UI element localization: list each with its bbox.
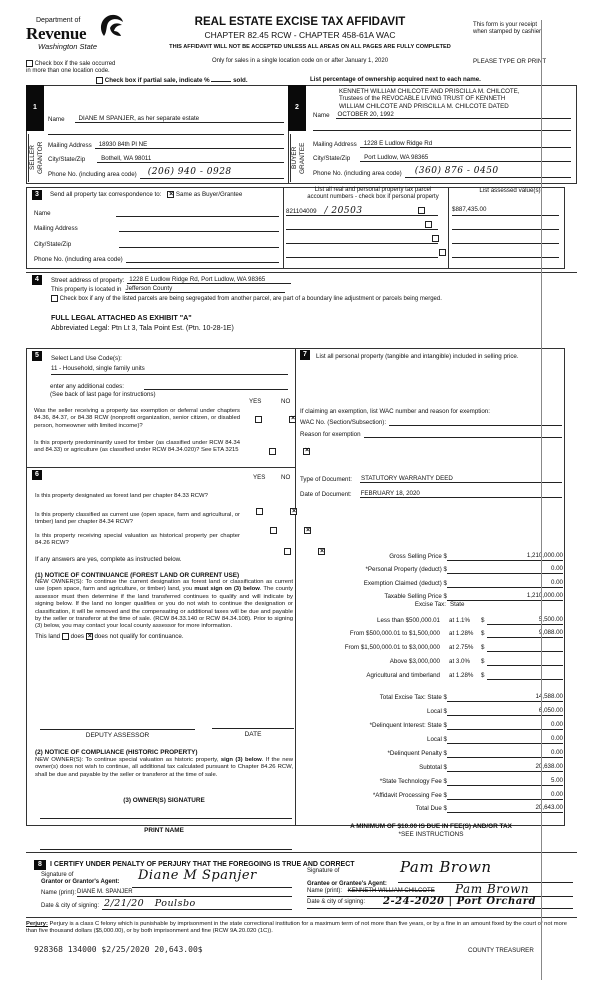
multi-location-checkbox[interactable] [26, 60, 33, 67]
calc-total-field[interactable]: 0.00 [447, 721, 563, 730]
personal-property-checkbox[interactable] [439, 249, 446, 256]
notice2-bold: sign (3) below [220, 757, 262, 763]
grantee-label: GRANTEE [298, 142, 306, 174]
calc-total-field[interactable]: 14,588.00 [447, 693, 563, 702]
calc-total-label: *State Technology Fee $ [379, 778, 447, 785]
assessed-header: List assessed value(s) [479, 187, 541, 194]
section-1-badge: 1 [26, 85, 44, 131]
grantee-date-label: Date & city of signing: [307, 899, 366, 905]
grantee-date-row [307, 896, 573, 909]
seller-mailing-row [48, 141, 284, 149]
segregated-row [51, 295, 442, 303]
land-use-question: Is this property predominantly used for timber (as classified under RCW 84.34 and 84.33) or agriculture (as classified under RCW 84.34.020)? See ETA 3215 [34, 440, 240, 454]
form-subtitle: CHAPTER 82.45 RCW - CHAPTER 458-61A WAC [204, 30, 396, 40]
buyer-name-row [313, 111, 571, 119]
calc-total-label: *Delinquent Interest: State $ [369, 722, 447, 729]
located-label: This property is located in [51, 286, 122, 293]
grantor-name-row [41, 889, 292, 897]
wac-field[interactable] [389, 419, 562, 426]
notice2-title: (2) NOTICE OF COMPLIANCE (HISTORIC PROPERTY) [35, 749, 198, 756]
section-7-badge: 7 [300, 350, 310, 360]
tier-label: Less than $500,000.01 [377, 617, 440, 624]
section-3-badge: 3 [32, 190, 42, 200]
grantor-date-row [41, 898, 292, 910]
excise-tax-label: Excise Tax: [414, 601, 446, 608]
continuance-prefix: This land [35, 633, 61, 641]
street-address-label: Street address of property: [51, 277, 125, 284]
buyer-name-field[interactable]: OCTOBER 20, 1992 [336, 111, 571, 119]
continuance-does-label: does [70, 633, 84, 641]
buyer-name-block [339, 88, 520, 110]
multi-location-row [26, 60, 115, 75]
scan-line [541, 20, 542, 980]
seller-label: SELLER [29, 145, 36, 171]
abbrev-legal-row [51, 325, 234, 333]
grantor-signature-field[interactable]: Diane M Spanjer [132, 868, 292, 888]
question-yes-checkbox[interactable] [269, 448, 276, 455]
dor-logo [26, 14, 126, 54]
tier-dollar: $ [481, 617, 485, 624]
calc-total-field[interactable]: 20,638.00 [447, 763, 563, 772]
tier-rate: at 1.28% [449, 672, 474, 679]
full-legal-heading: FULL LEGAL ATTACHED AS EXHIBIT "A" [51, 313, 192, 322]
receipt-note-line2: when stamped by cashier. [473, 29, 543, 36]
tier-value-field[interactable] [487, 643, 563, 652]
grantor-sig-label-1: Signature of [41, 872, 74, 878]
personal-property-label: List all personal property (tangible and intangible) included in selling price. [316, 353, 519, 360]
buyer-name-label: Name [313, 112, 330, 119]
seller-phone-label: Phone No. (including area code) [48, 171, 137, 179]
excise-state-label: State [450, 601, 465, 608]
s5-no-header: NO [281, 398, 291, 405]
section-5-badge: 5 [32, 351, 42, 361]
section-8-badge: 8 [34, 860, 46, 870]
additional-codes-label: enter any additional codes: [50, 383, 124, 390]
only-for-text: Only for sales in a single location code on or after January 1, 2020 [211, 58, 389, 64]
grantee-name-label: Name (print): [307, 888, 343, 894]
section-2-badge: 2 [288, 85, 306, 131]
please-type: PLEASE TYPE OR PRINT [473, 58, 547, 65]
assessed-value-field[interactable]: $887,435.00 [452, 206, 559, 216]
section-8-top-rule [26, 852, 577, 853]
calc-row-label: Exemption Claimed (deduct) $ [363, 580, 447, 587]
buyer-name-line2[interactable] [313, 130, 571, 131]
grantee-name-field[interactable]: Pam Brown [455, 882, 530, 896]
continuance-not-checkbox[interactable] [86, 633, 93, 640]
certify-text: I CERTIFY UNDER PENALTY OF PERJURY THAT THE FOREGOING IS TRUE AND CORRECT [50, 861, 355, 868]
partial-sale-label: Check box if partial sale, indicate % [104, 77, 210, 85]
tier-rate: at 3.0% [449, 658, 470, 665]
calc-total-field[interactable]: 20,643.00 [447, 804, 563, 813]
calc-total-label: *Delinquent Penalty $ [387, 750, 447, 757]
notice1-bold: must sign on (3) below [194, 586, 260, 593]
located-field[interactable]: Jefferson County [125, 285, 285, 293]
seller-name-row [48, 115, 284, 123]
doc-type-label: Type of Document: [300, 476, 352, 483]
seller-name-label: Name [48, 116, 65, 123]
tier-label: Agricultural and timberland [366, 672, 440, 679]
street-address-row [51, 276, 291, 284]
logo-line3: Washington State [38, 42, 98, 51]
buyer-phone-field[interactable]: (360) 876 - 0450 [405, 166, 571, 178]
buyer-grantee-label [290, 134, 304, 182]
doc-type-field[interactable]: STATUTORY WARRANTY DEED [360, 475, 562, 483]
section-4-badge: 4 [32, 275, 42, 285]
tier-value-field[interactable] [487, 657, 563, 666]
notice1-text [35, 579, 293, 631]
buyer-city-field[interactable]: Port Ludlow, WA 98365 [360, 154, 571, 162]
corr-name-row [34, 210, 279, 217]
land-use-field[interactable] [51, 365, 288, 375]
assessed-value-field[interactable] [452, 248, 559, 258]
calc-row-field[interactable]: 1,210,000.00 [447, 552, 563, 561]
calc-row-label: Taxable Selling Price $ [384, 593, 447, 600]
tier-value-field[interactable] [487, 671, 563, 680]
warning-text: THIS AFFIDAVIT WILL NOT BE ACCEPTED UNLESS ALL AREAS ON ALL PAGES ARE FULLY COMPLETED [169, 44, 451, 50]
calc-total-label: Local $ [427, 736, 447, 743]
seller-city-row [48, 155, 284, 163]
partial-sale-percent-field[interactable] [211, 81, 231, 82]
partial-sale-suffix: sold. [233, 77, 248, 85]
owner-signature-line[interactable] [40, 818, 292, 819]
calc-row-label: Gross Selling Price $ [389, 553, 447, 560]
corr-mailing-field[interactable] [119, 225, 279, 232]
tier-rate: at 1.1% [449, 617, 470, 624]
logo-line1: Department of [36, 17, 81, 24]
correspondence-label: Send all property tax correspondence to: [50, 191, 162, 199]
deputy-assessor-line[interactable] [40, 729, 195, 730]
county-treasurer: COUNTY TREASURER [468, 947, 534, 954]
notice1-text-a: NEW OWNER(S): To continue the current designation as forest land or classification as current use (open space, farm and agriculture, or timber) land, you [35, 579, 293, 593]
see-instructions: *SEE INSTRUCTIONS [398, 831, 464, 838]
cashier-stamp: 928368 134000 $2/25/2020 20,643.00$ [34, 945, 203, 954]
question-no-checkbox[interactable] [290, 508, 297, 515]
exemption-intro: If claiming an exemption, list WAC number and reason for exemption: [300, 408, 490, 415]
section-4-top-rule [26, 272, 577, 273]
tier-rate: at 2.75% [449, 644, 474, 651]
assessed-value-field[interactable] [452, 220, 559, 230]
grantee-signature-field[interactable]: Pam Brown [400, 858, 492, 876]
seller-phone-field[interactable]: (206) 940 - 0928 [140, 167, 284, 179]
parcel-account-field[interactable] [286, 206, 438, 216]
personal-property-checkbox[interactable] [418, 207, 425, 214]
tier-dollar: $ [481, 644, 485, 651]
abbrev-legal-value: Ptn Lt 3, Tala Point Est. (Ptn. 10-28-1E) [111, 325, 234, 332]
grantor-name-field[interactable]: DIANE M. SPANJER [77, 889, 292, 897]
continuance-does-checkbox[interactable] [62, 633, 69, 640]
corr-phone-label: Phone No. (including area code) [34, 256, 123, 263]
question-yes-checkbox[interactable] [284, 548, 291, 555]
parcel-header-line2: account numbers - check box if personal property [307, 194, 439, 201]
multi-location-label-2: in more than one location code. [26, 68, 110, 75]
located-row [51, 285, 285, 293]
notice2-text-b: . If the new owner(s) does not wish to continue, all additional tax calculated pursuant to Chapter 84.26 RCW, shall be due and payable by the seller or transferor at the time of sale. [35, 757, 293, 778]
tier-label: From $1,500,000.01 to $3,000,000 [344, 644, 440, 651]
reason-field[interactable] [364, 431, 562, 438]
seller-city-field[interactable]: Bothell, WA 98011 [97, 155, 284, 163]
buyer-mailing-label: Mailing Address [313, 141, 357, 148]
grantee-sig-label [307, 868, 387, 888]
personal-property-checkbox[interactable] [432, 235, 439, 242]
calc-row-label: *Personal Property (deduct) $ [365, 566, 447, 573]
grantor-date-label: Date & city of signing: [41, 903, 100, 910]
notice1-text-b: . The county assessor must then determine if the land transferred continues to qualify and will indicate by signing below. If the land no longer qualifies or you do not wish to continue the designation or classification, it will be removed and the compensating or additional taxes will be due and payable by the seller or transferor at the time of sale. (RCW 84.33.140 or RCW 84.34.108). Prior to signing (3) below, you may contact your local county assessor for more information. [35, 586, 293, 630]
calc-total-field[interactable]: 0.00 [447, 791, 563, 800]
calc-total-field[interactable]: 6,050.00 [447, 707, 563, 716]
question-no-checkbox[interactable] [304, 527, 311, 534]
calc-row-field[interactable]: 0.00 [447, 565, 563, 574]
grantee-sig-label-1: Signature of [307, 868, 340, 874]
corr-city-field[interactable] [119, 241, 279, 248]
calc-row-field[interactable]: 0.00 [447, 579, 563, 588]
partial-sale-row [96, 77, 248, 85]
section-6-top-rule [26, 467, 296, 468]
form-title: REAL ESTATE EXCISE TAX AFFIDAVIT [194, 16, 406, 28]
multi-location-label: Check box if the sale occurred [34, 61, 116, 68]
designation-question: Is this property receiving special valuation as historical property per chapter 84.26 RCW? [35, 533, 240, 547]
parcel-header-line1: List all real and personal property tax parcel [314, 187, 432, 193]
reason-label: Reason for exemption [300, 431, 361, 438]
tier-value-field[interactable]: 9,088.00 [487, 629, 563, 638]
parcel-account-field[interactable] [286, 220, 438, 230]
assessor-date-line[interactable] [212, 728, 294, 729]
buyer-name-line: KENNETH WILLIAM CHILCOTE AND PRISCILLA M. CHILCOTE, [339, 88, 520, 95]
street-address-field[interactable]: 1228 E Ludlow Ridge Rd, Port Ludlow, WA 98365 [127, 276, 291, 284]
question-yes-checkbox[interactable] [270, 527, 277, 534]
assessed-value-field[interactable] [452, 234, 559, 244]
tier-label: Above $3,000,000 [389, 658, 440, 665]
notice1-title: (1) NOTICE OF CONTINUANCE (FOREST LAND OR CURRENT USE) [35, 572, 240, 579]
land-use-question: Was the seller receiving a property tax exemption or deferral under chapters 84.36, 84.37, or 84.38 RCW (nonprofit organization, senior citizen, or disabled person, homeowner with limited income)? [34, 408, 240, 429]
question-no-checkbox[interactable] [289, 416, 296, 423]
corr-city-row [34, 241, 279, 248]
perjury-text: Perjury is a class C felony which is punishable by imprisonment in the state correctional institution for a maximum term of not more than five years, or by a fine in an amount fixed by the court of not more than five thousand dollars ($5,000.00), or by both imprisonment and fine (RCW 9A.20.020 (1C)). [26, 921, 567, 935]
footer-rule [26, 917, 577, 918]
doc-type-row [300, 475, 562, 483]
buyer-mailing-field[interactable]: 1228 E Ludlow Ridge Rd [360, 140, 571, 148]
ownership-note: List percentage of ownership acquired next to each name. [310, 76, 481, 83]
continuance-row [35, 633, 184, 641]
seller-name-line2[interactable] [48, 134, 284, 135]
grantee-sig-label-2: Grantee or Grantee's Agent: [307, 881, 387, 888]
section-6-badge: 6 [32, 470, 42, 480]
s6-no-header: NO [281, 474, 291, 481]
question-no-checkbox[interactable] [303, 448, 310, 455]
buyer-mailing-row [313, 140, 571, 148]
seller-mailing-label: Mailing Address [48, 142, 92, 149]
grantor-label: GRANTOR [36, 141, 44, 175]
seller-name-field[interactable]: DIANE M SPANJER, as her separate estate [75, 115, 284, 123]
corr-phone-field[interactable] [126, 256, 279, 263]
perjury-label: Perjury: [26, 921, 48, 927]
wac-row [300, 419, 562, 426]
doc-date-row [300, 490, 562, 498]
minimum-note: A MINIMUM OF $10.00 IS DUE IN FEE(S) AND/OR TAX [350, 823, 512, 830]
additional-codes-row [50, 383, 288, 390]
tier-value-field[interactable]: 5,500.00 [487, 616, 563, 625]
print-name-label: PRINT NAME [144, 827, 184, 834]
calc-total-label: *Affidavit Processing Fee $ [372, 792, 447, 799]
buyer-name-line: Trustees of the REVOCABLE LIVING TRUST OF KENNETH [339, 95, 506, 103]
deputy-assessor-label: DEPUTY ASSESSOR [85, 732, 150, 739]
corr-name-field[interactable] [116, 210, 279, 217]
grantor-sig-label-2: Grantor or Grantor's Agent: [41, 879, 120, 886]
parcel-header [298, 187, 448, 201]
calc-total-field[interactable]: 5.00 [447, 777, 563, 786]
parcel-account-handwritten: / 20503 [324, 206, 363, 216]
corr-mailing-label: Mailing Address [34, 225, 78, 232]
same-as-buyer-label: Same as Buyer/Grantee [175, 191, 243, 199]
buyer-city-label: City/State/Zip [313, 155, 351, 162]
seller-mailing-field[interactable]: 18930 84th Pl NE [95, 141, 284, 149]
reason-row [300, 431, 562, 438]
tier-dollar: $ [481, 630, 485, 637]
segregated-checkbox[interactable] [51, 295, 58, 302]
seller-city-label: City/State/Zip [48, 156, 86, 163]
abbrev-legal-label: Abbreviated Legal: [51, 325, 110, 332]
grantee-date-field[interactable]: 2-24-2020 | Port Orchard [383, 896, 536, 907]
calc-total-label: Subtotal $ [419, 764, 447, 771]
tier-dollar: $ [481, 672, 485, 679]
calc-total-label: Total Excise Tax: State $ [379, 694, 447, 701]
if-yes-note: If any answers are yes, complete as instructed below. [35, 556, 182, 563]
question-yes-checkbox[interactable] [255, 416, 262, 423]
tier-label: From $500,000.01 to $1,500,000 [349, 630, 440, 637]
logo-line2: Revenue [26, 24, 87, 43]
corr-name-label: Name [34, 210, 51, 217]
s6-yes-header: YES [253, 474, 266, 481]
designation-question: Is this property classified as current use (open space, farm and agricultural, or timber) land per chapter 84.34 RCW? [35, 512, 240, 526]
designation-question: Is this property designated as forest land per chapter 84.33 RCW? [35, 493, 208, 499]
land-use-label: Select Land Use Code(s): [51, 355, 122, 362]
buyer-name-line: WILLIAM CHILCOTE AND PRISCILLA M. CHILCOTE DATED [339, 102, 509, 110]
calc-total-field[interactable]: 0.00 [447, 749, 563, 758]
buyer-label: BUYER [291, 146, 298, 170]
continuance-suffix: does not qualify for continuance. [94, 633, 184, 641]
receipt-note-line1: This form is your receipt [473, 22, 538, 28]
calc-total-field[interactable]: 0.00 [447, 735, 563, 744]
print-name-line[interactable] [40, 849, 292, 850]
corr-city-label: City/State/Zip [34, 241, 72, 248]
grantor-sig-label [41, 872, 120, 886]
seller-grantor-label [28, 134, 42, 182]
assessor-date-label: DATE [244, 731, 262, 738]
doc-date-label: Date of Document: [300, 491, 352, 498]
personal-property-checkbox[interactable] [425, 221, 432, 228]
buyer-phone-row [313, 166, 571, 178]
parcel-account-field[interactable] [286, 234, 438, 244]
partial-sale-checkbox[interactable] [96, 77, 103, 84]
notice2-text [35, 757, 293, 779]
calc-total-label: Local $ [427, 708, 447, 715]
question-yes-checkbox[interactable] [256, 508, 263, 515]
seller-phone-row [48, 167, 284, 179]
segregated-label: Check box if any of the listed parcels are being segregated from another parcel, are part of a boundary line adjustment or parcels being merged. [59, 296, 442, 303]
parcel-divider [448, 187, 449, 269]
additional-codes-field[interactable] [144, 383, 288, 390]
perjury-note [26, 921, 577, 935]
parcel-account-field[interactable] [286, 248, 438, 258]
notice2-text-a: NEW OWNER(S): To continue special valuation as historic property, [35, 757, 221, 763]
corr-mailing-row [34, 225, 279, 232]
grantor-date-field[interactable]: 2/21/20 Poulsbo [102, 898, 292, 910]
receipt-note [473, 22, 542, 36]
corr-phone-row [34, 256, 279, 263]
parcel-account-number: 821104009 [286, 208, 317, 215]
grantor-name-label: Name (print): [41, 890, 77, 896]
grantee-name-struck: KENNETH WILLIAM CHILCOTE [347, 888, 435, 894]
buyer-phone-label: Phone No. (including area code) [313, 170, 402, 178]
wac-label: WAC No. (Section/Subsection): [300, 419, 387, 426]
section-3-header [50, 191, 242, 199]
tier-rate: at 1.28% [449, 630, 474, 637]
same-as-buyer-checkbox[interactable] [167, 191, 174, 198]
s5-yes-header: YES [249, 398, 262, 405]
calc-row-field[interactable]: 1,210,000.00 [447, 592, 563, 601]
owner-signature-title: (3) OWNER(S) SIGNATURE [123, 797, 205, 804]
doc-date-field[interactable]: FEBRUARY 18, 2020 [360, 490, 562, 498]
land-use-value: 11 - Household, single family units [51, 365, 145, 372]
additional-codes-note: (See back of last page for instructions) [50, 391, 156, 398]
calc-total-label: Total Due $ [415, 805, 447, 812]
tier-dollar: $ [481, 658, 485, 665]
dor-swoosh-icon [98, 14, 124, 38]
buyer-city-row [313, 154, 571, 162]
